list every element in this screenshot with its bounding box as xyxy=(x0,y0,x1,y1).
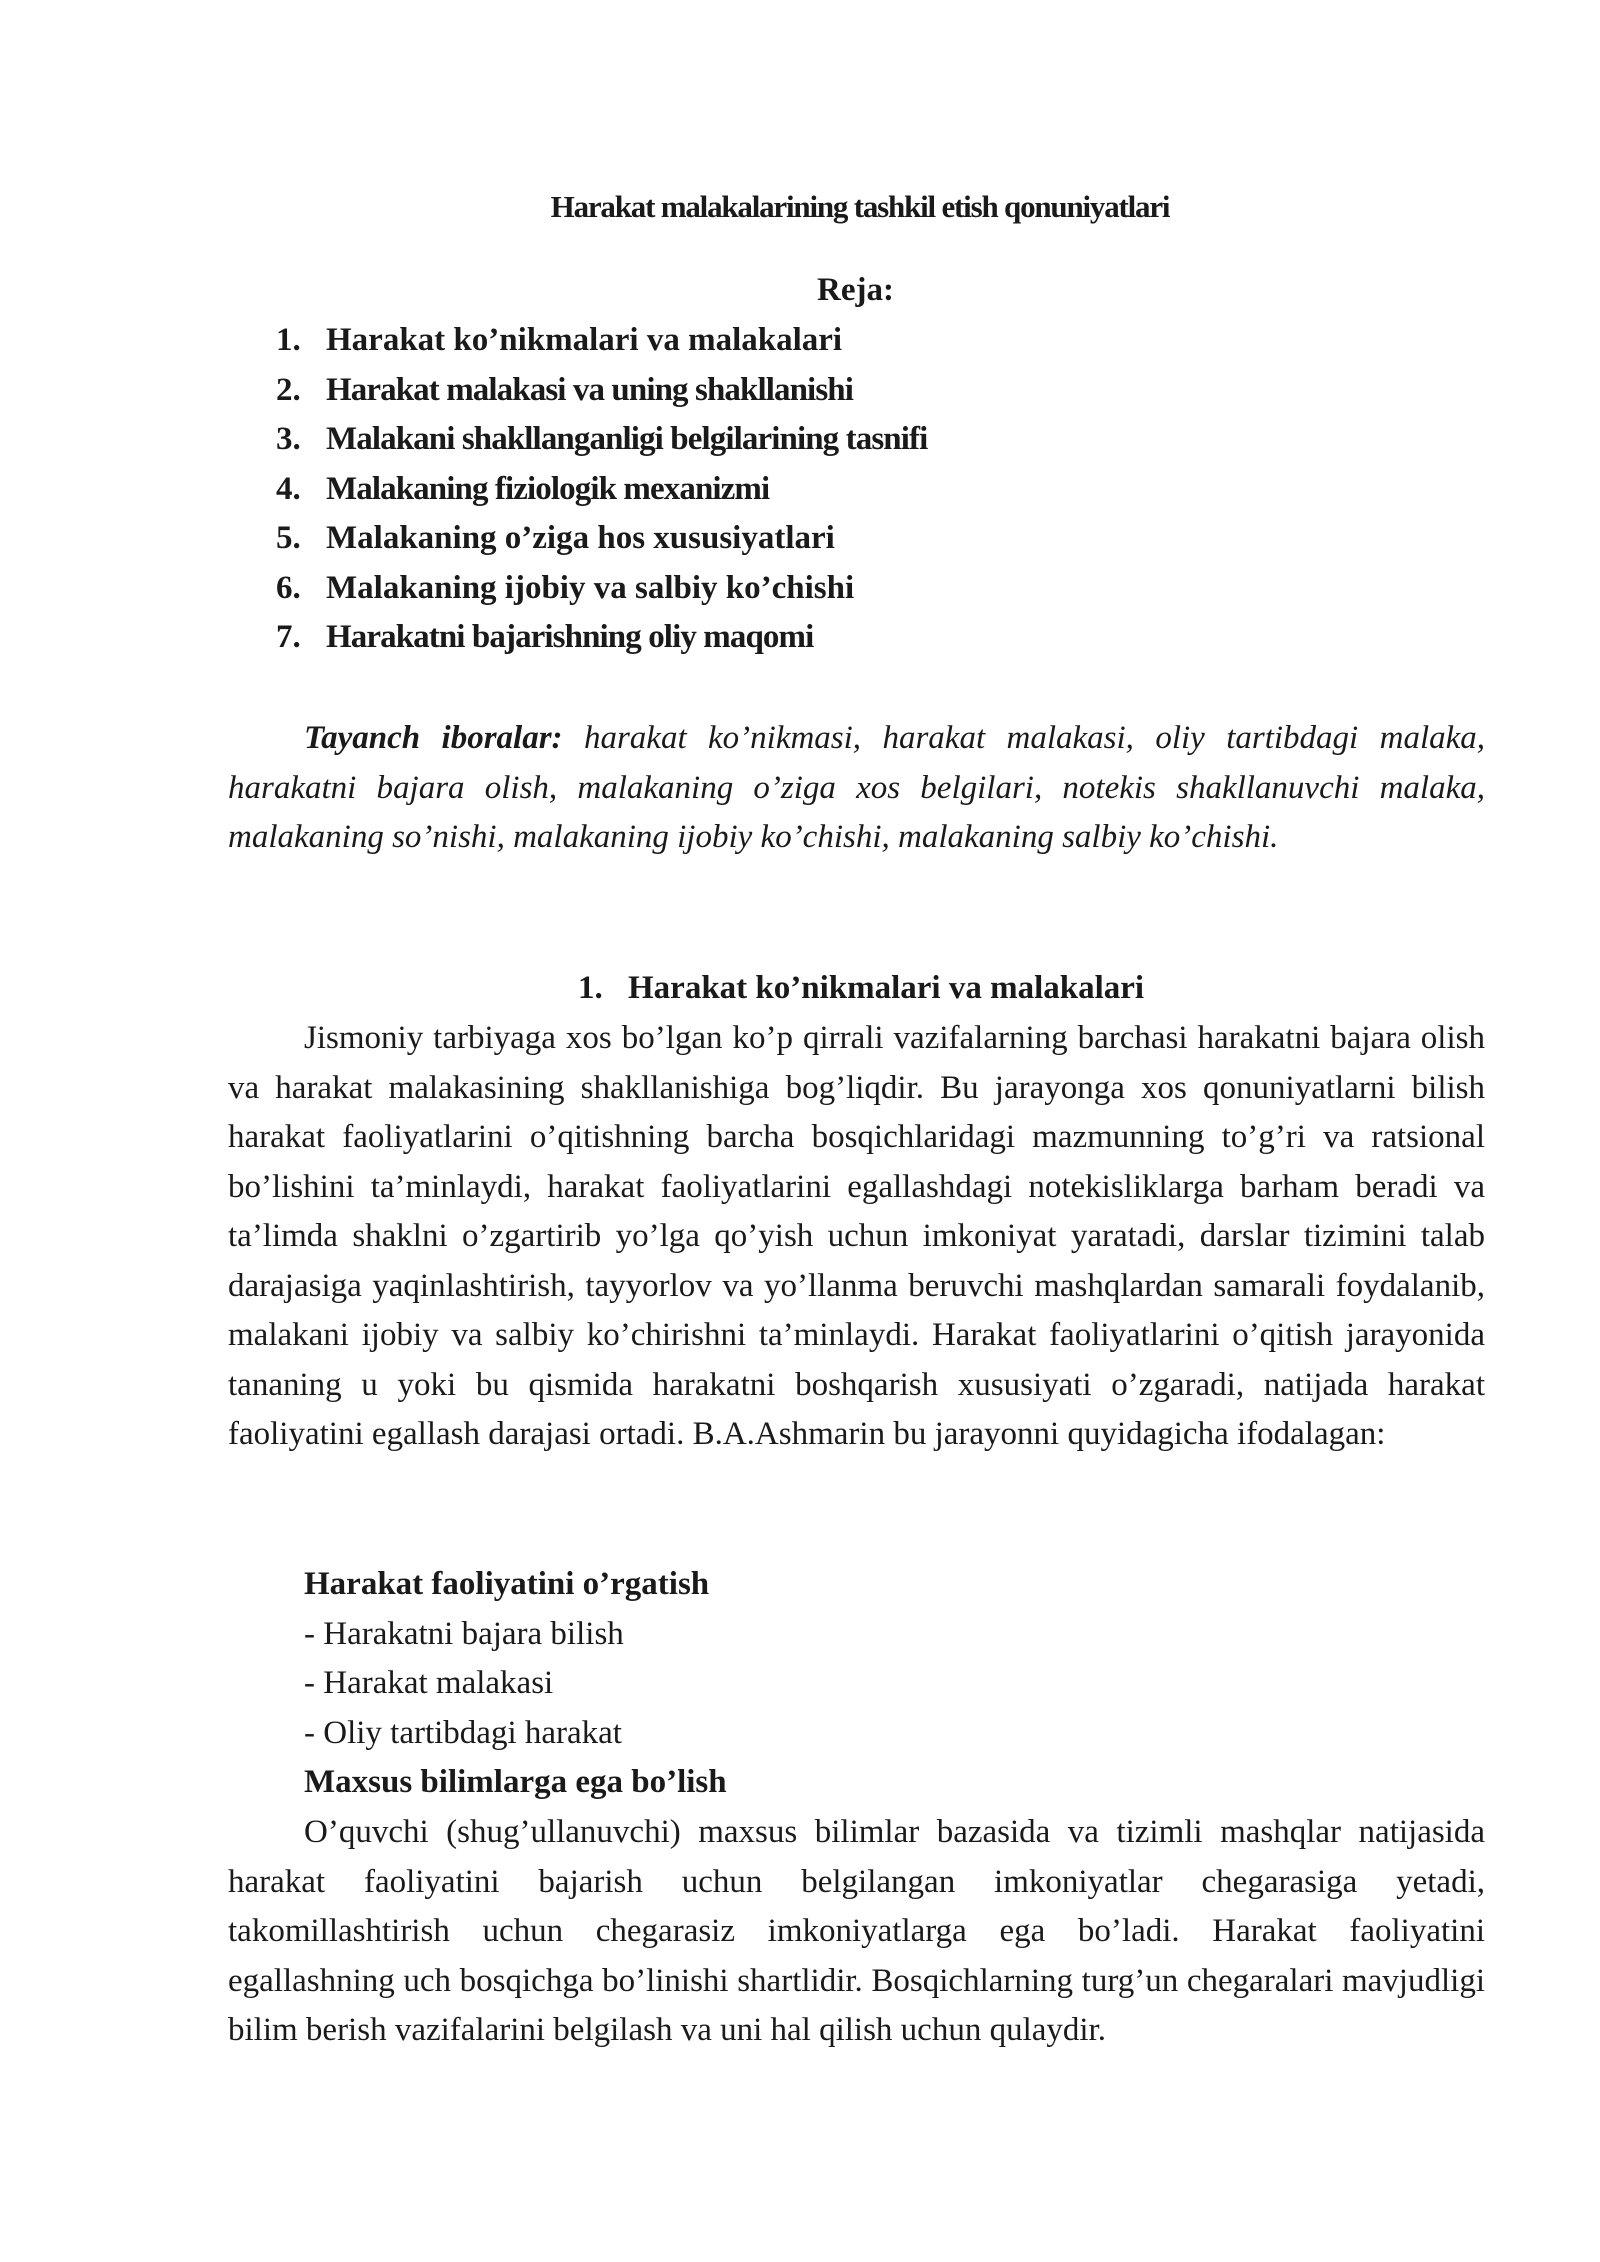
plan-item-number: 4. xyxy=(276,470,301,507)
plan-item-number: 1. xyxy=(276,322,301,358)
list-item: - Oliy tartibdagi harakat xyxy=(304,1714,622,1751)
plan-item-number: 5. xyxy=(276,520,301,556)
plan-item xyxy=(276,316,927,366)
plan-item xyxy=(276,465,927,515)
plan-item-text: Harakat malakasi va uning shakllanishi xyxy=(326,371,853,408)
plan-item-text: Malakaning o’ziga hos xususiyatlari xyxy=(326,520,835,556)
plan-item-text: Harakat ko’nikmalari va malakalari xyxy=(326,322,843,358)
plan-item-text: Harakatni bajarishning oliy maqomi xyxy=(326,619,814,655)
plan-item xyxy=(276,514,927,564)
plan-item-text: Malakaning fiziologik mexanizmi xyxy=(326,470,770,507)
subheading: Maxsus bilimlarga ega bo’lish xyxy=(304,1764,727,1800)
body-paragraph: O’quvchi (shug’ullanuvchi) maxsus bilimlar bazasida va tizimli mashqlar natijasida harakat faoliyatini bajarish uchun belgilangan imkoniyatlar chegarasiga yetadi, takomillashtirish uchun chegarasiz imkoniyatlarga ega bo’ladi. Harakat faoliyatini egallashning uch bosqichga bo’linishi shartlidir. Bosqichlarning turg’un chegaralari mavjudligi bilim berish vazifalarini belgilash va uni hal qilish uchun qulaydir. xyxy=(228,1814,1485,2048)
key-terms-paragraph xyxy=(228,714,1485,863)
plan-item-text: Malakaning ijobiy va salbiy ko’chishi xyxy=(326,569,855,606)
plan-item xyxy=(276,613,927,663)
plan-item xyxy=(276,564,927,614)
plan-item xyxy=(276,415,927,465)
plan-item-text: Malakani shakllanganligi belgilarining tasnifi xyxy=(326,421,928,457)
plan-item-number: 7. xyxy=(276,619,301,655)
list-item: - Harakat malakasi xyxy=(304,1665,554,1701)
key-terms-text: harakat ko’nikmasi, harakat malakasi, oliy tartibdagi malaka, harakatni bajara olish, malakaning o’ziga xos belgilari, notekis shakllanuvchi malaka, malakaning so’nishi, malakaning ijobiy ko’chishi, malakaning salbiy ko’chishi. xyxy=(228,720,1486,855)
subheading: Harakat faoliyatini o’rgatish xyxy=(304,1566,710,1602)
plan-item-number: 2. xyxy=(276,371,301,408)
list-item: - Harakatni bajara bilish xyxy=(304,1615,624,1652)
key-terms-label: Tayanch iboralar: xyxy=(304,720,563,756)
section-heading xyxy=(578,964,1144,1014)
plan-list xyxy=(276,316,927,663)
section-title: Harakat ko’nikmalari va malakalari xyxy=(628,970,1145,1006)
section-number: 1. xyxy=(578,970,603,1006)
plan-item-number: 3. xyxy=(276,421,301,457)
document-title: Harakat malakalarining tashkil etish qonuniyatlari xyxy=(550,189,1170,224)
plan-item-number: 6. xyxy=(276,569,301,606)
plan-item xyxy=(276,366,927,416)
stages-block xyxy=(304,1560,727,1808)
plan-label: Reja: xyxy=(817,272,894,308)
body-paragraph: Jismoniy tarbiyaga xos bo’lgan ko’p qirrali vazifalarning barchasi harakatni bajara olish va harakat malakasining shakllanishiga bog’liqdir. Bu jarayonga xos qonuniyatlarni bilish harakat faoliyatlarini o’qitishning barcha bosqichlaridagi mazmunning to’g’ri va ratsional bo’lishini ta’minlaydi, harakat faoliyatlarini egallashdagi notekisliklarga barham beradi va ta’limda shaklni o’zgartirib yo’lga qo’yish uchun imkoniyat yaratadi, darslar tizimini talab darajasiga yaqinlashtirish, tayyorlov va yo’llanma beruvchi mashqlardan samarali foydalanib, malakani ijobiy va salbiy ko’chirishni ta’minlaydi. Harakat faoliyatlarini o’qitish jarayonida tananing u yoki bu qismida harakatni boshqarish xususiyati o’zgaradi, natijada harakat faoliyatini egallash darajasi ortadi. B.A.Ashmarin bu jarayonni quyidagicha ifodalagan: xyxy=(228,1020,1485,1452)
